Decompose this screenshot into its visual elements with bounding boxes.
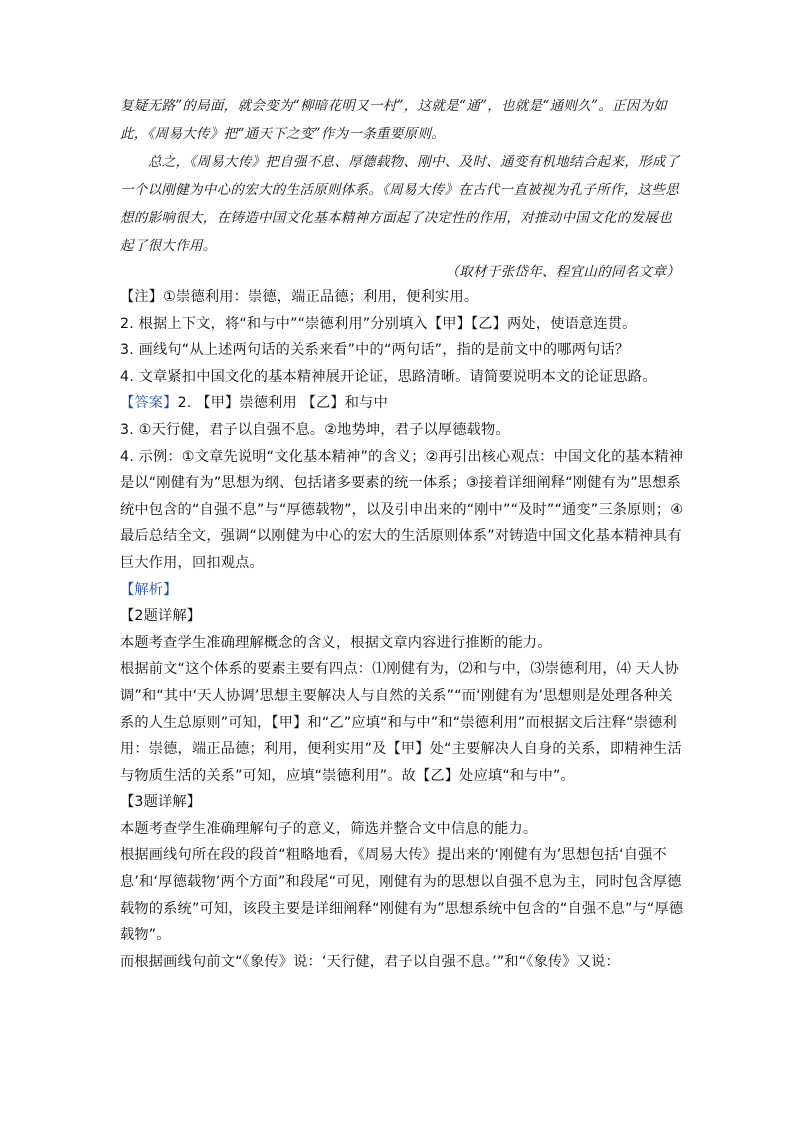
answer-line-2 bbox=[120, 390, 685, 417]
q3-detail-continued: 而根据画线句前文“《象传》说：‘天行健，君子以自强不息。’”和“《象传》又说： bbox=[120, 953, 620, 970]
question-answer-section bbox=[120, 284, 685, 975]
q2-detail-body: 根据前文“这个体系的要素主要有四点：⑴刚健有为，⑵和与中，⑶崇德利用，⑷ 天人协调”和“其中‘天人协调’思想主要解决人与自然的关系”“而‘刚健有为’思想则是处理各种关系的人生总原则”可知，【甲】和“乙”应填“和与中”和“崇德利用”而根据文后注释“崇德利用：崇德，端正品德；利用，便利实用”及【甲】处“主要解决人自身的关系，即精神生活与物质生活的关系”可知，应填“崇德利用”。故【乙】处应填“和与中”。 bbox=[120, 661, 682, 784]
passage-paragraph-1: 复疑无路”的局面，就会变为“柳暗花明又一村”，这就是“通”，也就是“通则久”。正因为如此，《周易大传》把“通天下之变”作为一条重要原则。 bbox=[120, 98, 668, 142]
q2-detail-heading: 【2题详解】 bbox=[120, 608, 202, 625]
q2-detail-intro: 本题考查学生准确理解概念的含义，根据文章内容进行推断的能力。 bbox=[120, 634, 552, 651]
answer-2: 2. 【甲】崇德利用 【乙】和与中 bbox=[177, 395, 388, 412]
analysis-label: 【解析】 bbox=[120, 581, 178, 598]
note-text: 【注】①崇德利用：崇德，端正品德；利用，便利实用。 bbox=[120, 289, 479, 305]
answer-4: 4. 示例：①文章先说明“文化基本精神”的含义；②再引出核心观点：中国文化的基本精神是以“刚健有为”思想为纲、包括诸多要素的统一体系；③接着详细阐释“刚健有为”思想系统中包含的“自强不息”与“厚德载物”，以及引申出来的“刚中”“及时”“通变”三条原则；④最后总结全文，强调“以刚健为中心的宏大的生活原则体系”对铸造中国文化基本精神具有巨大作用，回扣观点。 bbox=[120, 448, 684, 571]
answer-3: 3. ①天行健，君子以自强不息。②地势坤，君子以厚德载物。 bbox=[120, 421, 510, 438]
answer-label: 【答案】 bbox=[120, 395, 178, 412]
question-2: 2. 根据上下文，将“和与中”“崇德利用”分别填入【甲】【乙】两处，使语意连贯。 bbox=[120, 315, 637, 332]
question-3: 3. 画线句“从上述两句话的关系来看”中的“两句话”，指的是前文中的哪两句话？ bbox=[120, 342, 630, 359]
q3-detail-body: 根据画线句所在段的段首“粗略地看，《周易大传》提出来的‘刚健有为’思想包括‘自强不息’和‘厚德载物’两个方面”和段尾“可见，刚健有为的思想以自强不息为主，同时包含厚德载物的系统”可知，该段主要是详细阐释“刚健有为”思想系统中包含的“自强不息”与“厚德载物”。 bbox=[120, 847, 684, 944]
q3-detail-intro: 本题考查学生准确理解句子的意义，筛选并整合文中信息的能力。 bbox=[120, 820, 538, 837]
q3-detail-heading: 【3题详解】 bbox=[120, 794, 202, 811]
passage-paragraph-2: 总之，《周易大传》把自强不息、厚德载物、刚中、及时、通变有机地结合起来，形成了一个以刚健为中心的宏大的生活原则体系。《周易大传》在古代一直被视为孔子所作，这些思想的影响很大，在铸造中国文化基本精神方面起了决定性的作用，对推动中国文化的发展也起了很大作用。 bbox=[120, 154, 680, 254]
passage-source: （取材于张岱年、程宜山的同名文章） bbox=[445, 264, 680, 280]
question-4: 4. 文章紧扣中国文化的基本精神展开论证，思路清晰。请简要说明本文的论证思路。 bbox=[120, 368, 657, 385]
